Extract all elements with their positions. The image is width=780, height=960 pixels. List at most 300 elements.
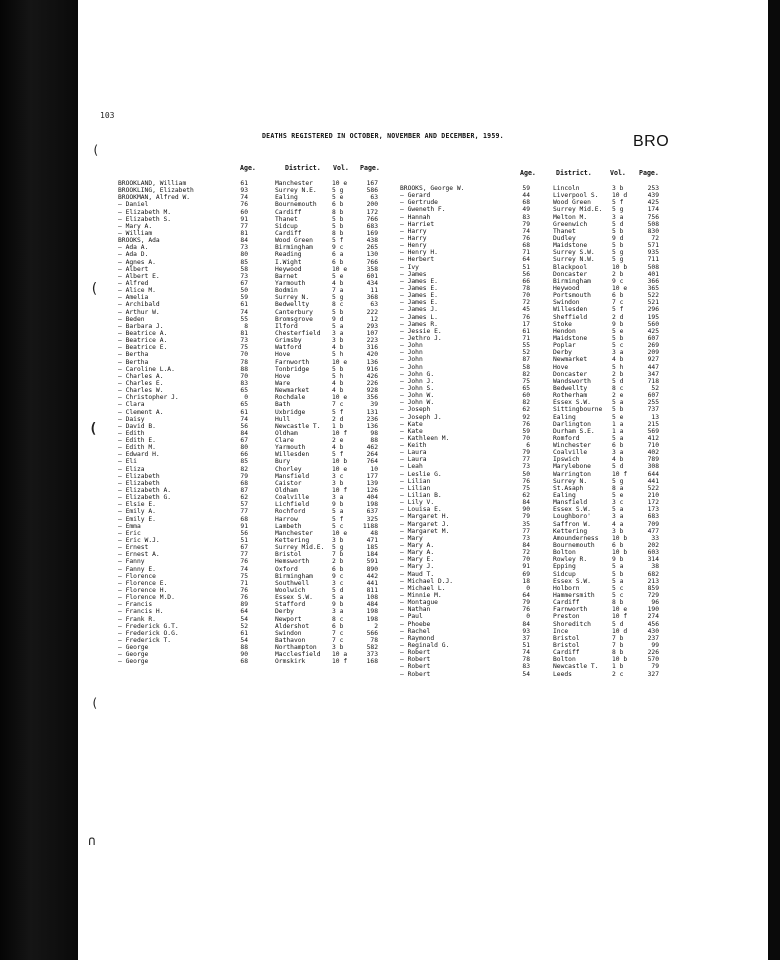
entry-name: — Jessie E. bbox=[400, 327, 442, 335]
entry-name: — Ivy bbox=[400, 263, 419, 271]
entry-name: — Alice M. bbox=[118, 287, 156, 295]
index-entry bbox=[118, 259, 380, 266]
entry-name: — Gertrude bbox=[400, 199, 438, 207]
entry-district: Watford bbox=[275, 344, 302, 352]
entry-name: — Mary A. bbox=[400, 542, 435, 550]
entry-page: 79 bbox=[651, 663, 659, 671]
entry-district: Sidcup bbox=[553, 570, 576, 578]
entry-district: Bristol bbox=[553, 634, 580, 642]
entry-district: Bodmin bbox=[275, 287, 298, 295]
index-entry bbox=[400, 392, 662, 399]
page-number: 103 bbox=[100, 111, 115, 120]
entry-page: 107 bbox=[366, 329, 378, 337]
entry-name: — Eric bbox=[118, 529, 141, 537]
entry-district: Heywood bbox=[553, 284, 580, 292]
entry-name: — Frederick G.T. bbox=[118, 622, 179, 630]
entry-district: St.Asaph bbox=[553, 484, 584, 492]
entry-name: — Margaret J. bbox=[400, 520, 450, 528]
entry-name: — Charles W. bbox=[118, 387, 164, 395]
index-entry bbox=[118, 266, 380, 273]
entry-age: 79 bbox=[522, 599, 530, 607]
entry-name: — John J. bbox=[400, 377, 435, 385]
index-entry bbox=[400, 214, 662, 221]
index-entry bbox=[400, 356, 662, 363]
entry-age: 91 bbox=[240, 522, 248, 530]
entry-age: 54 bbox=[522, 670, 530, 678]
entry-name: — Lilian bbox=[400, 484, 431, 492]
entry-vol: 5 f bbox=[332, 408, 344, 416]
entry-vol: 8 a bbox=[612, 484, 624, 492]
entry-district: Ealing bbox=[553, 492, 576, 500]
entry-district: Hammersmith bbox=[553, 592, 595, 600]
entry-page: 401 bbox=[647, 270, 659, 278]
entry-district: Amounderness bbox=[553, 534, 599, 542]
index-entry bbox=[118, 209, 380, 216]
entry-vol: 5 a bbox=[612, 434, 624, 442]
entry-page: 637 bbox=[366, 508, 378, 516]
entry-age: 0 bbox=[526, 613, 530, 621]
entry-page: 607 bbox=[647, 392, 659, 400]
entry-district: Cardiff bbox=[553, 599, 580, 607]
entry-age: 68 bbox=[240, 658, 248, 666]
entry-age: 92 bbox=[522, 413, 530, 421]
entry-name: — Kathleen M. bbox=[400, 434, 450, 442]
entry-vol: 1 b bbox=[332, 422, 344, 430]
entry-district: Bristol bbox=[275, 551, 302, 559]
entry-name: — Reginald G. bbox=[400, 642, 450, 649]
entry-district: Newport bbox=[275, 615, 302, 623]
entry-age: 77 bbox=[522, 527, 530, 535]
entry-vol: 6 b bbox=[332, 622, 344, 630]
entry-age: 79 bbox=[522, 449, 530, 457]
entry-name: — Mary A. bbox=[118, 222, 153, 230]
entry-vol: 10 e bbox=[332, 265, 348, 273]
entry-age: 83 bbox=[522, 213, 530, 221]
index-entry bbox=[118, 216, 380, 223]
entry-vol: 9 d bbox=[612, 234, 624, 242]
index-entry bbox=[400, 292, 662, 299]
entry-vol: 5 f bbox=[612, 199, 624, 207]
entry-name: — James R. bbox=[400, 320, 438, 328]
entry-name: — James bbox=[400, 270, 427, 278]
entry-age: 55 bbox=[522, 342, 530, 350]
entry-name: — Margaret M. bbox=[400, 527, 450, 535]
entry-age: 78 bbox=[240, 358, 248, 366]
index-entry bbox=[118, 573, 380, 580]
entry-vol: 6 b bbox=[612, 542, 624, 550]
entry-age: 17 bbox=[522, 320, 530, 328]
index-entry bbox=[118, 316, 380, 323]
entry-age: 62 bbox=[240, 494, 248, 502]
entry-age: 78 bbox=[522, 656, 530, 664]
entry-page: 347 bbox=[647, 370, 659, 378]
entry-page: 136 bbox=[366, 358, 378, 366]
entry-district: Rowley R. bbox=[553, 556, 588, 564]
entry-district: Farnworth bbox=[553, 606, 588, 614]
entry-page: 607 bbox=[647, 334, 659, 342]
entry-vol: 3 b bbox=[332, 537, 344, 545]
entry-page: 404 bbox=[366, 494, 378, 502]
entry-vol: 3 c bbox=[332, 579, 344, 587]
index-entry bbox=[400, 314, 662, 321]
index-entry bbox=[118, 294, 380, 301]
entry-age: 74 bbox=[240, 194, 248, 202]
entry-page: 198 bbox=[366, 608, 378, 616]
entry-page: 296 bbox=[647, 306, 659, 314]
entry-name: — Edith bbox=[118, 429, 145, 437]
entry-vol: 5 a bbox=[612, 563, 624, 571]
entry-vol: 5 c bbox=[612, 592, 624, 600]
entry-age: 87 bbox=[522, 356, 530, 364]
entry-district: Leeds bbox=[553, 670, 572, 678]
entry-page: 859 bbox=[647, 584, 659, 592]
entry-name: — Florence bbox=[118, 572, 156, 580]
index-entry bbox=[400, 278, 662, 285]
entry-age: 90 bbox=[522, 506, 530, 514]
entry-name: — Clement A. bbox=[118, 408, 164, 416]
entry-district: Doncaster bbox=[553, 270, 588, 278]
entry-age: 81 bbox=[240, 329, 248, 337]
entry-vol: 3 b bbox=[332, 644, 344, 652]
entry-vol: 5 c bbox=[332, 522, 344, 530]
entry-district: Newmarket bbox=[553, 356, 588, 364]
entry-vol: 5 e bbox=[332, 194, 344, 202]
entry-page: 373 bbox=[366, 651, 378, 659]
entry-page: 198 bbox=[366, 615, 378, 623]
entry-page: 522 bbox=[647, 292, 659, 300]
index-entry bbox=[400, 271, 662, 278]
binding-mark: ( bbox=[91, 696, 99, 710]
entry-name: — George bbox=[118, 658, 149, 666]
entry-name: — Ernest bbox=[118, 544, 149, 552]
entry-vol: 3 c bbox=[332, 472, 344, 480]
entry-age: 76 bbox=[522, 420, 530, 428]
entry-name: — Agnes A. bbox=[118, 258, 156, 266]
entry-name: — Ada A. bbox=[118, 244, 149, 252]
entry-name: — Bertha bbox=[118, 351, 149, 359]
entry-district: Essex S.W. bbox=[275, 594, 313, 602]
index-entry bbox=[400, 442, 662, 449]
entry-name: — Mary E. bbox=[400, 556, 435, 564]
entry-age: 62 bbox=[522, 406, 530, 414]
entry-district: Lichfield bbox=[275, 501, 310, 509]
entry-page: 710 bbox=[647, 442, 659, 450]
entry-vol: 9 c bbox=[612, 277, 624, 285]
entry-district: Hendon bbox=[553, 327, 576, 335]
entry-district: Hove bbox=[275, 372, 291, 380]
entry-page: 928 bbox=[366, 387, 378, 395]
entry-vol: 5 e bbox=[612, 492, 624, 500]
index-entry bbox=[400, 406, 662, 413]
entry-district: Darlington bbox=[553, 420, 591, 428]
index-entry bbox=[400, 328, 662, 335]
entry-name: — Elizabeth S. bbox=[118, 215, 172, 223]
entry-district: Sheffield bbox=[553, 313, 588, 321]
entry-name: — Michael L. bbox=[400, 584, 446, 592]
entry-name: — Raymond bbox=[400, 634, 435, 642]
entry-vol: 6 b bbox=[612, 442, 624, 450]
entry-district: Tonbridge bbox=[275, 365, 310, 373]
entry-vol: 4 b bbox=[332, 444, 344, 452]
entry-page: 570 bbox=[647, 656, 659, 664]
entry-page: 264 bbox=[366, 451, 378, 459]
entry-page: 131 bbox=[366, 408, 378, 416]
entry-district: Loughboro' bbox=[553, 513, 591, 521]
entry-page: 108 bbox=[366, 594, 378, 602]
entry-page: 571 bbox=[647, 242, 659, 250]
entry-district: Chorley bbox=[275, 465, 302, 473]
entry-district: Rochford bbox=[275, 508, 306, 516]
entry-name: — Robert bbox=[400, 649, 431, 657]
entry-age: 0 bbox=[526, 584, 530, 592]
entry-vol: 10 b bbox=[612, 263, 628, 271]
entry-district: Aldershot bbox=[275, 622, 310, 630]
entry-age: 51 bbox=[240, 537, 248, 545]
entry-vol: 5 g bbox=[332, 187, 344, 195]
entry-vol: 5 g bbox=[612, 477, 624, 485]
entry-page: 789 bbox=[647, 456, 659, 464]
entry-vol: 6 b bbox=[332, 201, 344, 209]
entry-vol: 10 f bbox=[612, 613, 628, 621]
entry-district: Surrey N.W. bbox=[553, 256, 595, 264]
index-entry bbox=[118, 337, 380, 344]
entry-vol: 5 a bbox=[612, 399, 624, 407]
entry-district: Dudley bbox=[553, 234, 576, 242]
entry-district: Ince bbox=[553, 627, 569, 635]
entry-age: 93 bbox=[522, 627, 530, 635]
entry-district: Barnet bbox=[275, 272, 298, 280]
entry-district: Saffron W. bbox=[553, 520, 591, 528]
index-entry bbox=[400, 606, 662, 613]
entry-vol: 6 a bbox=[332, 251, 344, 259]
entry-page: 48 bbox=[370, 529, 378, 537]
entry-age: 68 bbox=[522, 199, 530, 207]
entry-district: Newmarket bbox=[275, 387, 310, 395]
entry-age: 87 bbox=[240, 487, 248, 495]
entry-age: 91 bbox=[240, 215, 248, 223]
index-entry bbox=[400, 663, 662, 670]
entry-vol: 3 b bbox=[332, 337, 344, 345]
entry-vol: 5 e bbox=[612, 413, 624, 421]
index-entry bbox=[400, 671, 662, 678]
index-entry bbox=[118, 194, 380, 201]
entry-vol: 9 d bbox=[332, 315, 344, 323]
entry-vol: 7 b bbox=[612, 642, 624, 649]
entry-name: — Harry bbox=[400, 227, 427, 235]
entry-age: 77 bbox=[240, 551, 248, 559]
entry-name: — Florence M.D. bbox=[118, 594, 175, 602]
entry-name: — Harriet bbox=[400, 220, 435, 228]
entry-age: 84 bbox=[240, 429, 248, 437]
entry-district: Essex S.W. bbox=[553, 506, 591, 514]
entry-vol: 5 d bbox=[612, 463, 624, 471]
entry-page: 237 bbox=[647, 634, 659, 642]
entry-district: Heywood bbox=[275, 265, 302, 273]
index-entry bbox=[118, 466, 380, 473]
entry-age: 73 bbox=[522, 534, 530, 542]
entry-name: — Charles E. bbox=[118, 379, 164, 387]
entry-page: 72 bbox=[651, 234, 659, 242]
entry-age: 66 bbox=[522, 277, 530, 285]
index-entry bbox=[400, 228, 662, 235]
entry-page: 683 bbox=[366, 222, 378, 230]
entry-vol: 10 e bbox=[332, 465, 348, 473]
index-entry bbox=[400, 299, 662, 306]
entry-page: 190 bbox=[647, 606, 659, 614]
entry-district: Derby bbox=[275, 608, 294, 616]
entry-vol: 5 a bbox=[612, 577, 624, 585]
entry-page: 366 bbox=[647, 277, 659, 285]
entry-name: — Emily E. bbox=[118, 515, 156, 523]
entry-vol: 7 c bbox=[332, 629, 344, 637]
entry-district: Yarmouth bbox=[275, 444, 306, 452]
entry-page: 591 bbox=[366, 558, 378, 566]
entry-vol: 5 b bbox=[612, 570, 624, 578]
entry-page: 729 bbox=[647, 592, 659, 600]
entry-age: 52 bbox=[522, 349, 530, 357]
entry-name: — Elsie E. bbox=[118, 501, 156, 509]
entry-age: 70 bbox=[240, 372, 248, 380]
entry-vol: 2 e bbox=[332, 437, 344, 445]
entry-name: — Nathan bbox=[400, 606, 431, 614]
index-entry bbox=[118, 644, 380, 651]
entry-name: — Frederick O.G. bbox=[118, 629, 179, 637]
entry-age: 59 bbox=[522, 185, 530, 192]
index-entry bbox=[400, 592, 662, 599]
entry-page: 508 bbox=[647, 220, 659, 228]
entry-vol: 5 b bbox=[332, 308, 344, 316]
index-entry bbox=[400, 613, 662, 620]
entry-name: — Montague bbox=[400, 599, 438, 607]
entry-district: Mansfield bbox=[553, 499, 588, 507]
entry-vol: 5 a bbox=[612, 506, 624, 514]
index-entry bbox=[118, 330, 380, 337]
entry-district: Wandsworth bbox=[553, 377, 591, 385]
entry-age: 90 bbox=[240, 651, 248, 659]
entry-name: — Amelia bbox=[118, 294, 149, 302]
index-entry bbox=[400, 635, 662, 642]
entry-page: 13 bbox=[651, 413, 659, 421]
entry-vol: 2 d bbox=[332, 415, 344, 423]
index-entry bbox=[400, 649, 662, 656]
entry-vol: 5 g bbox=[332, 294, 344, 302]
entry-age: 74 bbox=[240, 415, 248, 423]
entry-age: 56 bbox=[240, 529, 248, 537]
entry-age: 76 bbox=[522, 313, 530, 321]
entry-age: 37 bbox=[522, 634, 530, 642]
entry-age: 82 bbox=[522, 399, 530, 407]
entry-page: 764 bbox=[366, 458, 378, 466]
index-entry bbox=[400, 492, 662, 499]
entry-district: Ware bbox=[275, 379, 291, 387]
entry-district: Oldham bbox=[275, 429, 298, 437]
entry-page: 439 bbox=[647, 192, 659, 200]
binding-mark: ( bbox=[90, 281, 99, 297]
entry-vol: 5 b bbox=[612, 242, 624, 250]
entry-age: 85 bbox=[240, 258, 248, 266]
index-entry bbox=[118, 623, 380, 630]
entry-district: Birmingham bbox=[275, 244, 313, 252]
index-entry bbox=[400, 242, 662, 249]
entry-age: 89 bbox=[240, 601, 248, 609]
entry-vol: 5 b bbox=[612, 334, 624, 342]
entry-age: 8 bbox=[244, 322, 248, 330]
entry-page: 255 bbox=[647, 399, 659, 407]
index-entry bbox=[118, 387, 380, 394]
index-entry bbox=[118, 380, 380, 387]
entry-page: 582 bbox=[366, 644, 378, 652]
entry-page: 412 bbox=[647, 434, 659, 442]
index-entry bbox=[400, 449, 662, 456]
entry-district: Doncaster bbox=[553, 370, 588, 378]
entry-vol: 10 f bbox=[612, 470, 628, 478]
entry-district: Hull bbox=[275, 415, 291, 423]
entry-name: — Fanny E. bbox=[118, 565, 156, 573]
entry-name: — Edward H. bbox=[118, 451, 160, 459]
entry-district: Bolton bbox=[553, 656, 576, 664]
index-entry bbox=[400, 385, 662, 392]
entry-vol: 10 e bbox=[612, 606, 628, 614]
entry-page: 12 bbox=[370, 315, 378, 323]
entry-page: 308 bbox=[647, 463, 659, 471]
index-entry bbox=[118, 508, 380, 515]
entry-vol: 7 c bbox=[332, 637, 344, 644]
entry-page: 522 bbox=[647, 484, 659, 492]
entry-vol: 7 b bbox=[612, 634, 624, 642]
entry-district: Manchester bbox=[275, 180, 313, 187]
index-entry bbox=[118, 523, 380, 530]
entry-name: — Florence E. bbox=[118, 579, 168, 587]
entry-vol: 5 e bbox=[332, 272, 344, 280]
entry-page: 39 bbox=[370, 401, 378, 409]
entry-page: 477 bbox=[647, 527, 659, 535]
entry-name: — Emily A. bbox=[118, 508, 156, 516]
entry-vol: 4 a bbox=[612, 520, 624, 528]
entry-name: — Elizabeth A. bbox=[118, 487, 172, 495]
entry-page: 99 bbox=[651, 642, 659, 649]
entry-vol: 5 h bbox=[332, 351, 344, 359]
entry-vol: 5 f bbox=[332, 451, 344, 459]
entry-age: 76 bbox=[240, 201, 248, 209]
entry-vol: 1 a bbox=[612, 420, 624, 428]
index-entry bbox=[400, 628, 662, 635]
entry-page: 521 bbox=[647, 299, 659, 307]
index-entry bbox=[118, 273, 380, 280]
entry-name: BROOKS, George W. bbox=[400, 185, 465, 192]
entry-age: 75 bbox=[240, 572, 248, 580]
entry-vol: 3 a bbox=[612, 349, 624, 357]
index-entry bbox=[118, 430, 380, 437]
entry-page: 222 bbox=[366, 308, 378, 316]
entry-district: Chesterfield bbox=[275, 329, 321, 337]
entry-name: — James E. bbox=[400, 299, 438, 307]
entry-name: — Fanny bbox=[118, 558, 145, 566]
entry-age: 59 bbox=[240, 294, 248, 302]
entry-name: — Lily V. bbox=[400, 499, 435, 507]
entry-name: — John bbox=[400, 349, 423, 357]
entry-vol: 4 b bbox=[332, 379, 344, 387]
header-page: Page. bbox=[639, 169, 659, 177]
entry-age: 81 bbox=[240, 229, 248, 237]
entry-name: — James E. bbox=[400, 277, 438, 285]
entry-name: — Elizabeth bbox=[118, 472, 160, 480]
entry-vol: 10 e bbox=[332, 529, 348, 537]
entry-page: 130 bbox=[366, 251, 378, 259]
entry-district: Ealing bbox=[275, 194, 298, 202]
entry-name: — Arthur W. bbox=[118, 308, 160, 316]
entry-name: — Florence H. bbox=[118, 587, 168, 595]
entry-district: Stafford bbox=[275, 601, 306, 609]
